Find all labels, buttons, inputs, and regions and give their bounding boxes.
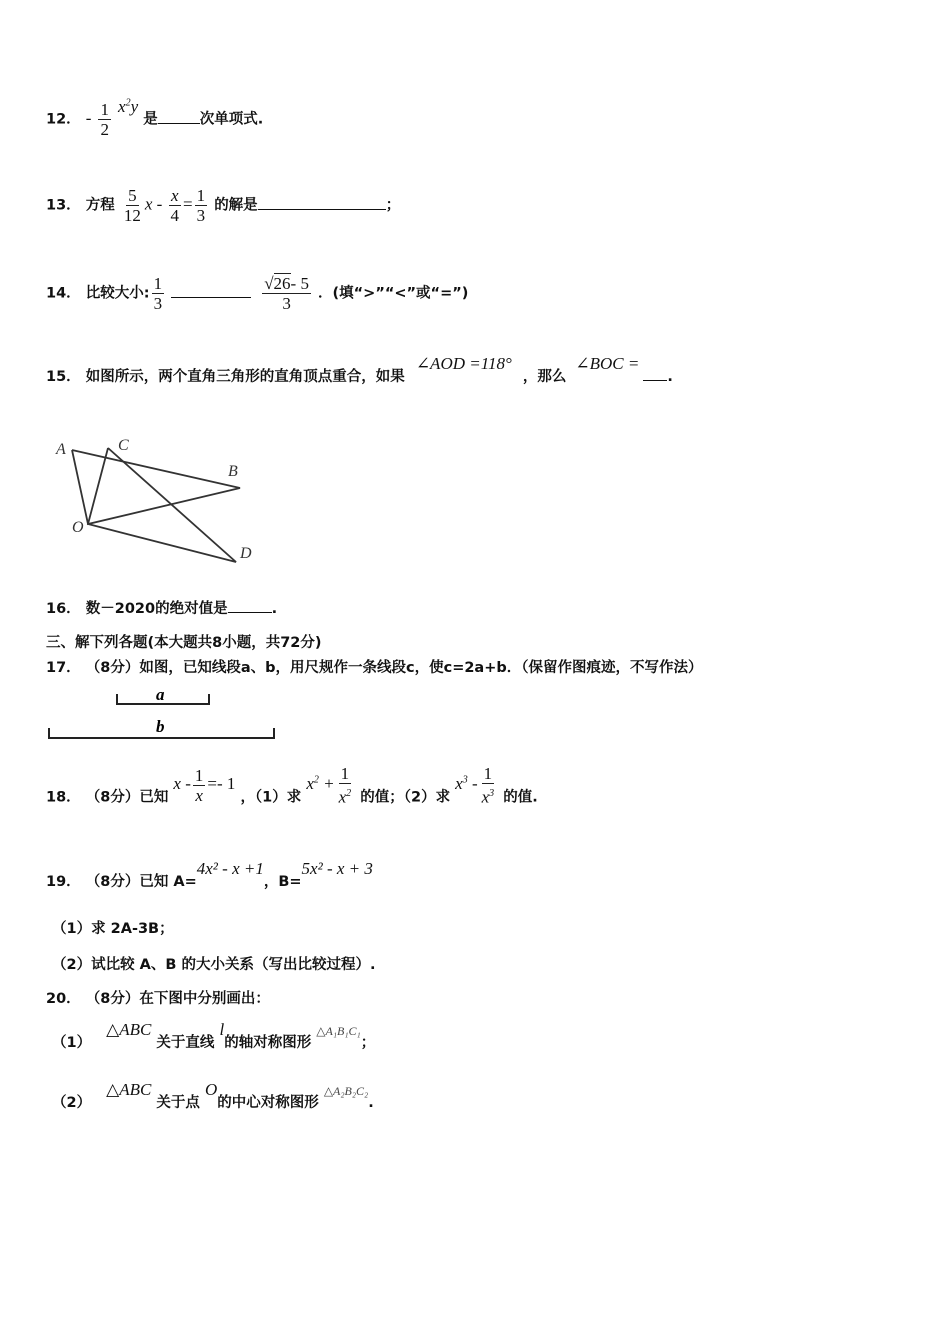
angle-aod: ∠AOD =118°: [415, 354, 512, 373]
question-17: 17． （8分）如图，已知线段a、b，用尺规作一条线段c，使c=2a+b．（保留作图痕迹，不写作法）: [46, 660, 703, 676]
question-19: 19． （8分）已知 A=4x² - x +1，B=5x² - x + 3: [46, 859, 373, 890]
fraction: $\frac{1}{x}$: [194, 765, 204, 805]
question-19-part2: （2）试比较 A、B 的大小关系（写出比较过程）.: [52, 957, 376, 973]
question-15: 15． 如图所示，两个直角三角形的直角顶点重合，如果 ∠AOD =118° ，那么 ∠BOC =.: [46, 354, 673, 385]
fraction: $\frac{√26- 5}{3}$: [264, 274, 309, 313]
point-label-a: A: [56, 441, 66, 458]
question-13: 13． 方程 $\frac{5}{12}$ x - $\frac{x}{4}$ = $\frac{1}{3}$ 的解是 ；: [46, 186, 401, 225]
question-number: 13．: [46, 197, 81, 214]
question-20-part1: （1） △ABC 关于直线 l的轴对称图形 $^{\triangle A_1B_1C_1}$；: [52, 1020, 376, 1051]
point-label-b: B: [228, 463, 238, 480]
fraction: $\frac{1}{x^3}$: [481, 764, 495, 807]
fraction: $\frac{1}{3}$: [153, 274, 163, 313]
question-number: 19．: [46, 874, 81, 890]
question-14: 14． 比较大小: $\frac{1}{3}$ $\frac{√26- 5}{3}$ ．(填“>”“<”或“=”): [46, 274, 469, 313]
answer-blank: [228, 612, 272, 613]
question-12: 12． - $\frac{1}{2}$ $x^2y$ 是 次单项式.: [46, 96, 264, 139]
question-20-part2: （2） △ABC 关于点 O的中心对称图形 $^{\triangle A_2B_2C_2}$.: [52, 1080, 374, 1111]
point-label-d: D: [240, 545, 252, 562]
question-number: 20．: [46, 991, 81, 1007]
answer-blank: [643, 380, 667, 381]
question-number: 17．: [46, 660, 81, 676]
expr-a: 4x² - x +1: [196, 859, 264, 878]
question-19-part1: （1）求 2A-3B；: [52, 921, 174, 937]
point-label-c: C: [118, 437, 129, 454]
question-number: 18．: [46, 789, 81, 806]
question-18: 18． （8分）已知 x - $\frac{1}{x}$ =- 1 ，（1）求 $x^2$ + $\frac{1}{x^2}$ 的值；（2）求 $x^3$ - $\frac{1}{x^3}$ 的值.: [46, 764, 538, 807]
expr-b: 5x² - x + 3: [301, 859, 373, 878]
point-label-o: O: [72, 519, 84, 536]
question-number: 15．: [46, 369, 81, 385]
question-number: 16．: [46, 601, 81, 617]
triangle-cod: [88, 448, 236, 562]
figure-segments: [44, 682, 284, 742]
fraction: $\frac{x}{4}$: [170, 186, 180, 225]
segment-b-label: b: [156, 717, 165, 736]
fraction: $\frac{1}{3}$: [196, 186, 206, 225]
fraction: $\frac{1}{x^2}$: [338, 764, 352, 807]
answer-blank: [258, 209, 386, 210]
angle-boc: ∠BOC =: [575, 354, 640, 373]
question-16: 16． 数－2020的绝对值是 .: [46, 601, 278, 617]
answer-blank: [171, 297, 251, 298]
question-number: 14．: [46, 285, 81, 302]
segment-a-label: a: [156, 685, 165, 704]
question-number: 12．: [46, 111, 81, 128]
monomial: $x^2y$: [118, 96, 139, 116]
section-heading: 三、解下列各题(本大题共8小题，共72分): [46, 635, 322, 651]
figure-triangles: [46, 430, 276, 570]
fraction: $\frac{5}{12}$: [123, 186, 141, 225]
answer-blank: [158, 123, 200, 124]
fraction: $\frac{1}{2}$: [100, 100, 109, 139]
question-20: 20． （8分）在下图中分别画出：: [46, 991, 270, 1007]
